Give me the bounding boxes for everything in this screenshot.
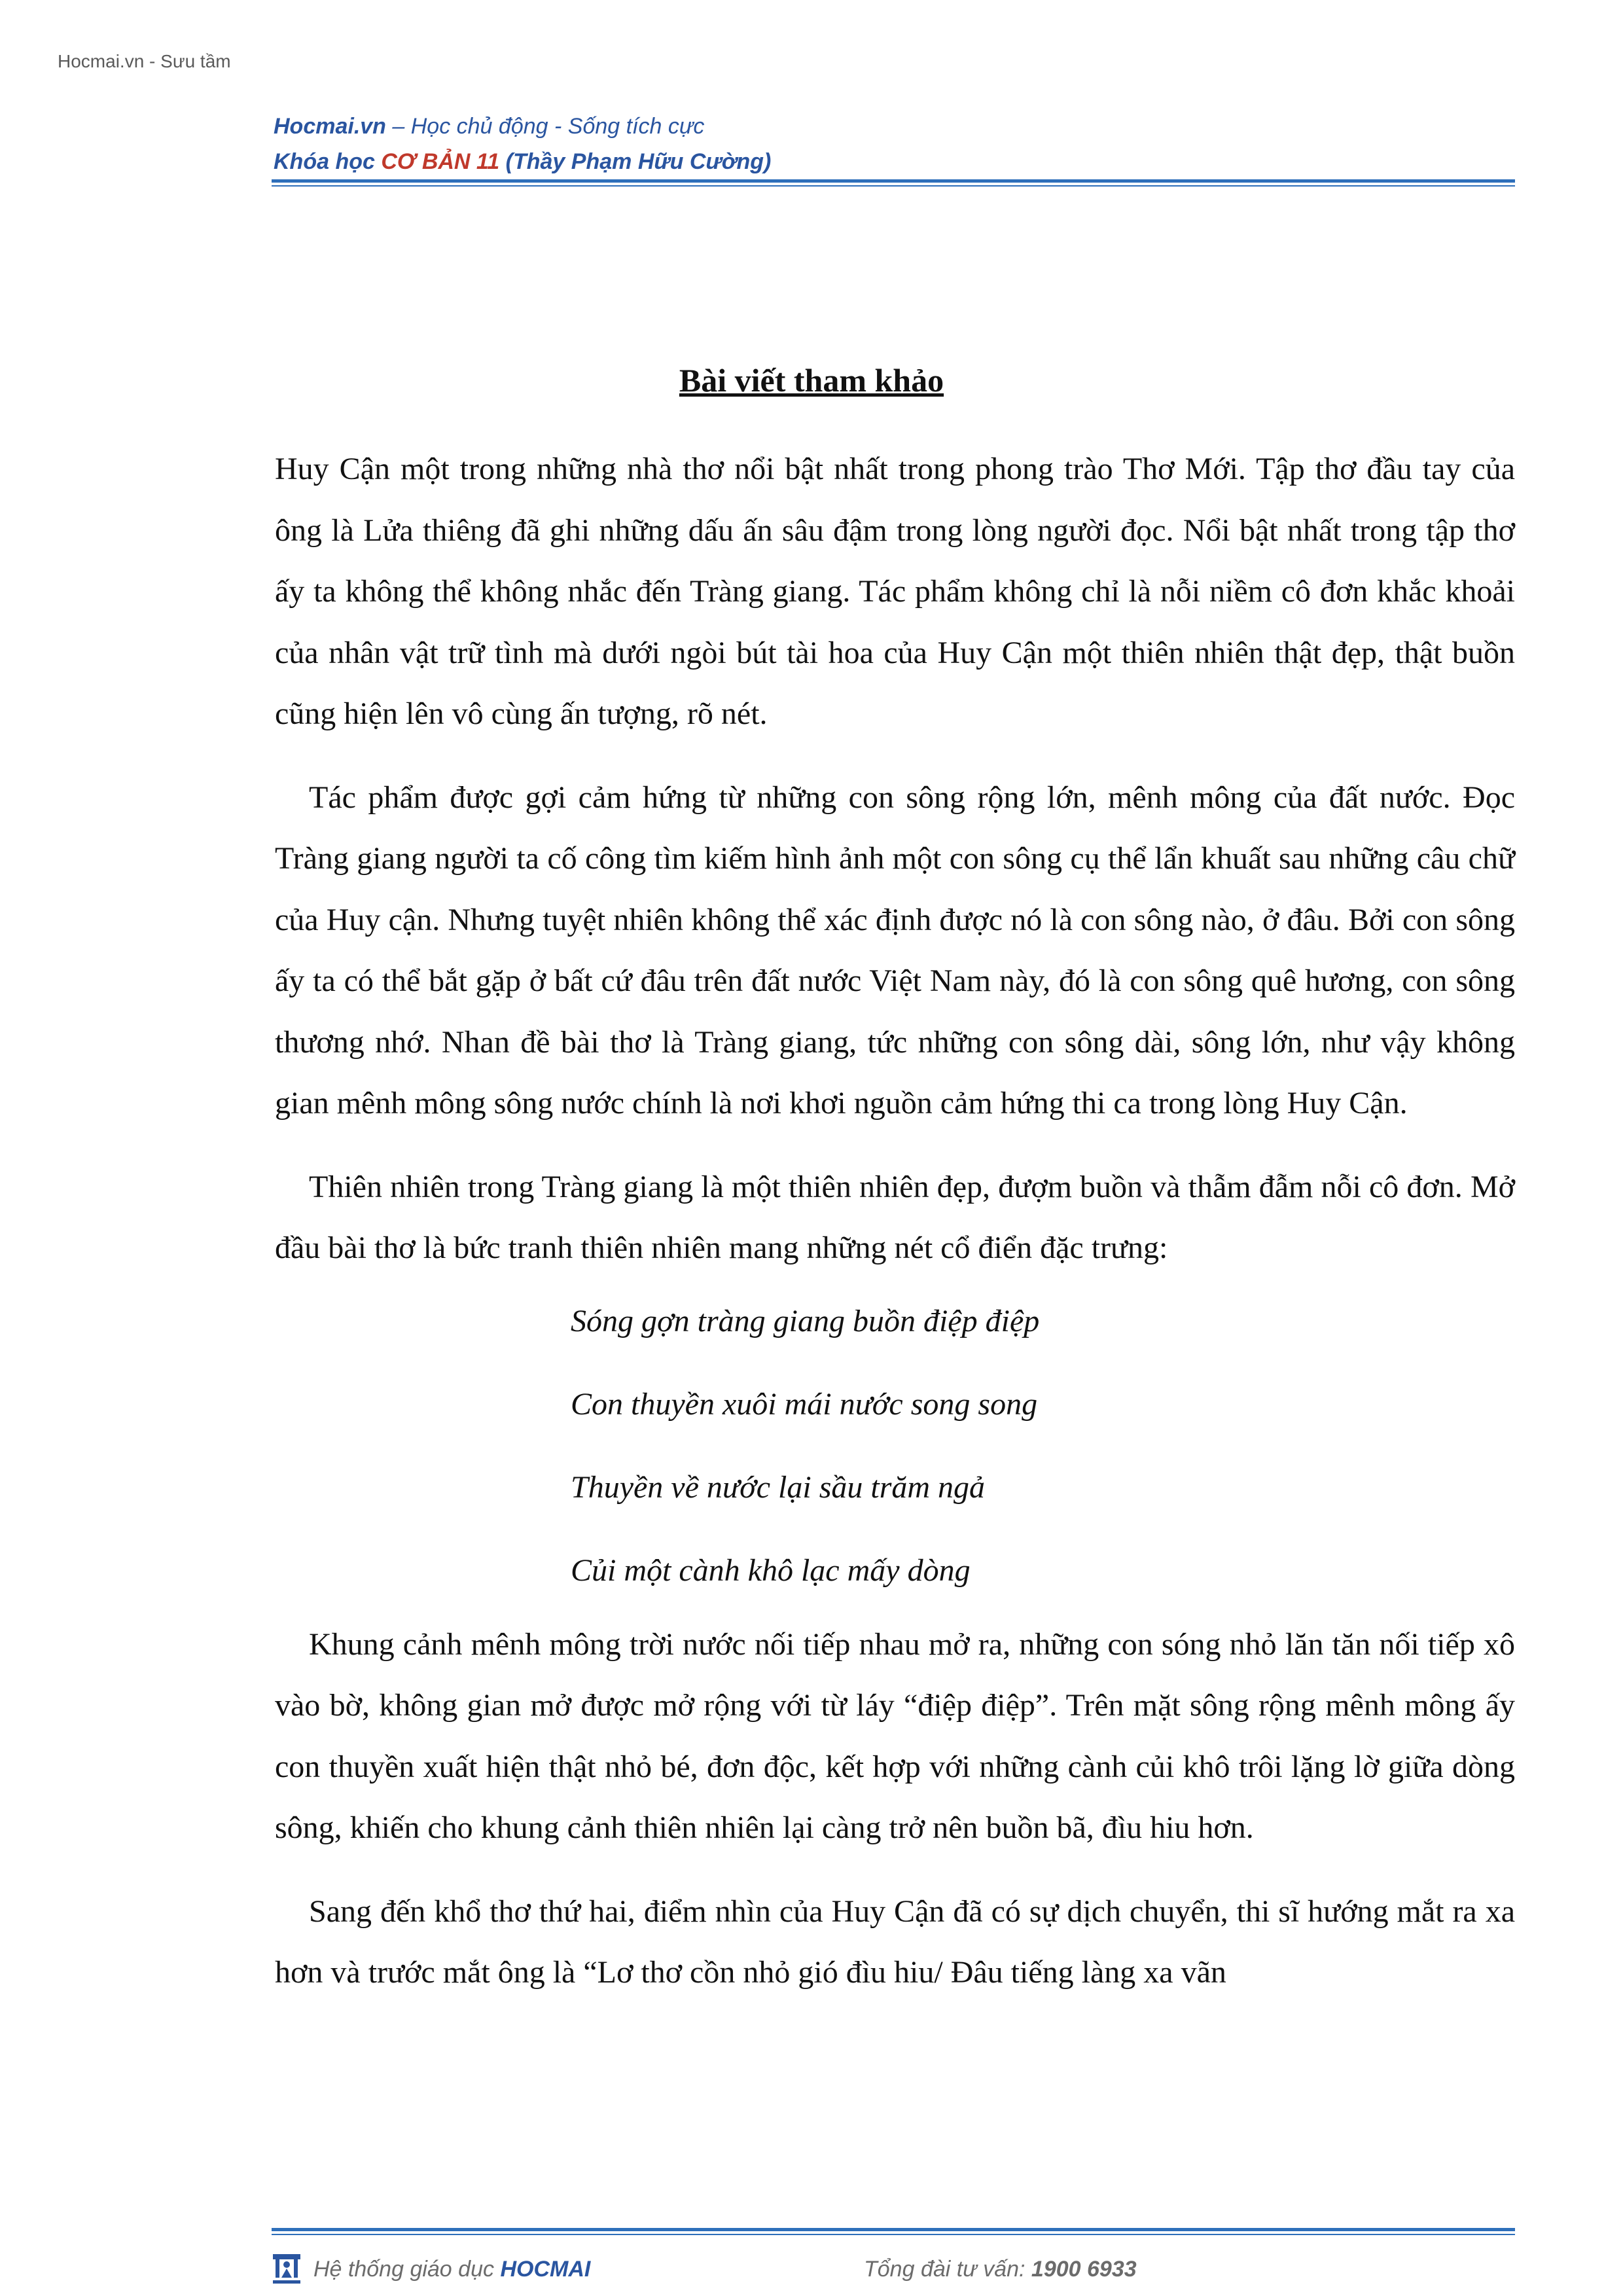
footer-right-prefix: Tổng đài tư vấn: [864, 2257, 1031, 2282]
header-teacher: (Thầy Phạm Hữu Cường) [499, 149, 772, 174]
paragraph-4: Khung cảnh mênh mông trời nước nối tiếp nhau mở ra, những con sóng nhỏ lăn tăn nối tiếp xô vào bờ, không gian mở được mở rộng với từ láy “điệp điệp”. Trên mặt sông rộng mênh mông ấy con thuyền xuất hiện thật nhỏ bé, đơn độc, kết hợp với những cành củi khô trôi lặng lờ giữa dòng sông, khiến cho khung cảnh thiên nhiên lại càng trở nên buồn bã, đìu hiu hơn. [275, 1626, 1515, 1845]
poem-line: Sóng gợn tràng giang buồn điệp điệp [571, 1303, 1040, 1338]
header-course-name: CƠ BẢN 11 [381, 149, 500, 174]
header-divider [272, 179, 1515, 187]
paragraph-2: Tác phẩm được gợi cảm hứng từ những con sông rộng lớn, mênh mông của đất nước. Đọc Tràng giang người ta cố công tìm kiếm hình ảnh một con sông cụ thể lẩn khuất sau những câu chữ của Huy cận. Nhưng tuyệt nhiên không thể xác định được nó là con sông nào, ở đâu. Bởi con sông ấy ta có thể bắt gặp ở bất cứ đâu trên đất nước Việt Nam này, đó là con sông quê hương, con sông thương nhớ. Nhan đề bài thơ là Tràng giang, tức những con sông dài, sông lớn, như vậy không gian mênh mông sông nước chính là nơi khơi nguồn cảm hứng thi ca trong lòng Huy Cận. [275, 780, 1515, 1121]
paragraph-1: Huy Cận một trong những nhà thơ nổi bật nhất trong phong trào Thơ Mới. Tập thơ đầu tay của ông là Lửa thiêng đã ghi những dấu ấn sâu đậm trong lòng người đọc. Nổi bật nhất trong tập thơ ấy ta không thể không nhắc đến Tràng giang. Tác phẩm không chỉ là nỗi niềm cô đơn khắc khoải của nhân vật trữ tình mà dưới ngòi bút tài hoa của Huy Cận một thiên nhiên thật đẹp, thật buồn cũng hiện lên vô cùng ấn tượng, rõ nét. [275, 452, 1515, 731]
poem-line: Con thuyền xuôi mái nước song song [571, 1386, 1038, 1422]
paragraph-3: Thiên nhiên trong Tràng giang là một thiên nhiên đẹp, đượm buồn và thẫm đẫm nỗi cô đơn. Mở đầu bài thơ là bức tranh thiên nhiên mang những nét cổ điển đặc trưng: [275, 1169, 1515, 1265]
header-slogan: – Học chủ động - Sống tích cực [385, 114, 705, 139]
footer-left-prefix: Hệ thống giáo dục [313, 2257, 501, 2282]
footer-brand: HOCMAI [500, 2257, 591, 2282]
hocmai-logo-icon [272, 2251, 302, 2286]
article-body [275, 439, 1515, 2026]
poem-line: Củi một cành khô lạc mấy dòng [571, 1552, 971, 1588]
footer-left [313, 2257, 590, 2282]
watermark-text: Hocmai.vn - Sưu tầm [58, 51, 231, 71]
footer-phone: 1900 6933 [1031, 2257, 1137, 2282]
page-title: Bài viết tham khảo [679, 362, 944, 399]
page-header [274, 109, 1517, 179]
page-footer [272, 2251, 1515, 2291]
footer-divider [272, 2228, 1515, 2235]
header-brand: Hocmai.vn [274, 114, 386, 139]
header-slogan-line [274, 109, 1517, 144]
header-course-prefix: Khóa học [274, 149, 382, 174]
footer-right [864, 2257, 1137, 2282]
poem-line: Thuyền về nước lại sầu trăm ngả [571, 1469, 986, 1505]
header-course-line [274, 144, 1517, 179]
paragraph-5: Sang đến khổ thơ thứ hai, điểm nhìn của Huy Cận đã có sự dịch chuyển, thi sĩ hướng mắt ra xa hơn và trước mắt ông là “Lơ thơ cồn nhỏ gió đìu hiu/ Đâu tiếng làng xa vãn [275, 1893, 1515, 1990]
poem-excerpt [571, 1301, 1515, 1590]
